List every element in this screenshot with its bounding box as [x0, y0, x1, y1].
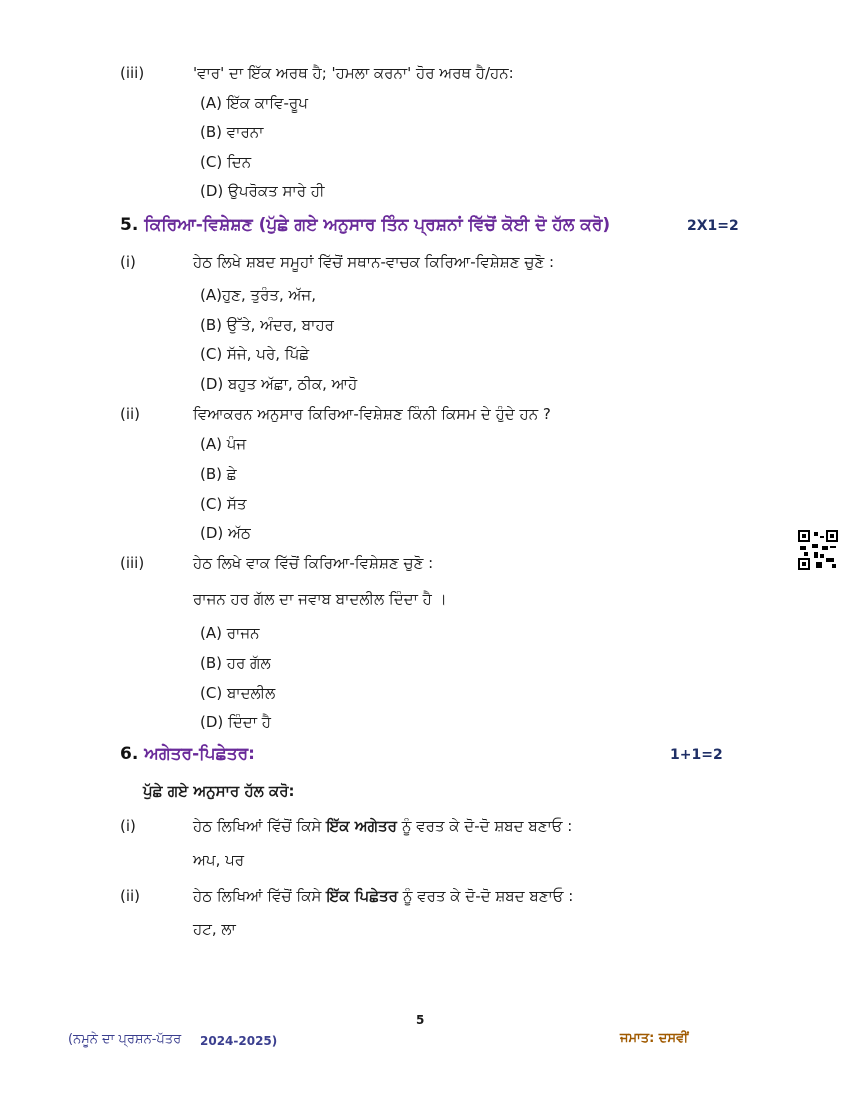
option: (A) ਰਾਜਨ [200, 624, 260, 642]
question-number: (i) [120, 817, 136, 835]
question-text: 'ਵਾਰ' ਦਾ ਇੱਕ ਅਰਥ ਹੈ; 'ਹਮਲਾ ਕਰਨਾ' ਹੋਰ ਅਰਥ ਹੈ/ਹਨ: [193, 64, 514, 82]
section-title: ਕਿਰਿਆ-ਵਿਸ਼ੇਸ਼ਣ (ਪੁੱਛੇ ਗਏ ਅਨੁਸਾਰ ਤਿੰਨ ਪ੍ਰਸ਼ਨਾਂ ਵਿੱਚੋਂ ਕੋਈ ਦੋ ਹੱਲ ਕਰੋ) [144, 215, 611, 235]
footer-class: ਜਮਾਤ: ਦਸਵੀਂ [620, 1031, 689, 1046]
question-text-part: ਨੂੰ ਵਰਤ ਕੇ ਦੋ-ਦੋ ਸ਼ਬਦ ਬਣਾਓ : [396, 817, 573, 835]
section-6-heading [120, 746, 255, 763]
question-text: ਵਿਆਕਰਨ ਅਨੁਸਾਰ ਕਿਰਿਆ-ਵਿਸ਼ੇਸ਼ਣ ਕਿੰਨੀ ਕਿਸਮ ਦੇ ਹੁੰਦੇ ਹਨ ? [193, 405, 551, 423]
option: (C) ਸੱਜੇ, ਪਰੇ, ਪਿੱਛੇ [200, 345, 310, 363]
question-text: ਹੇਠ ਲਿਖੇ ਸ਼ਬਦ ਸਮੂਹਾਂ ਵਿੱਚੋਂ ਸਥਾਨ-ਵਾਚਕ ਕਿਰਿਆ-ਵਿਸ਼ੇਸ਼ਣ ਚੁਣੋ : [193, 253, 555, 271]
question-number: (i) [120, 253, 136, 271]
question-text [193, 889, 573, 904]
given-words: ਅਪ, ਪਰ [193, 851, 245, 869]
option: (C) ਬਾਦਲੀਲ [200, 684, 276, 702]
option: (C) ਦਿਨ [200, 153, 252, 171]
question-sentence: ਰਾਜਨ ਹਰ ਗੱਲ ਦਾ ਜਵਾਬ ਬਾਦਲੀਲ ਦਿੰਦਾ ਹੈ । [193, 590, 447, 608]
option: (B) ਹਰ ਗੱਲ [200, 654, 271, 672]
option: (A)ਹੁਣ, ਤੁਰੰਤ, ਅੱਜ, [200, 286, 316, 304]
option: (B) ਵਾਰਨਾ [200, 123, 264, 141]
option: (C) ਸੱਤ [200, 495, 247, 513]
footer-year: 2024-2025) [200, 1034, 278, 1048]
option: (D) ਬਹੁਤ ਅੱਛਾ, ਠੀਕ, ਆਹੋ [200, 375, 358, 393]
option: (D) ਅੱਠ [200, 524, 251, 542]
question-text: ਹੇਠ ਲਿਖੇ ਵਾਕ ਵਿੱਚੋਂ ਕਿਰਿਆ-ਵਿਸ਼ੇਸ਼ਣ ਚੁਣੋ : [193, 554, 434, 572]
option: (B) ਉੱਤੇ, ਅੰਦਰ, ਬਾਹਰ [200, 316, 334, 334]
question-number: (iii) [120, 64, 145, 82]
question-number: (ii) [120, 405, 141, 423]
qr-code-icon [798, 530, 838, 570]
option: (A) ਇੱਕ ਕਾਵਿ-ਰੂਪ [200, 94, 308, 112]
given-words: ਹਟ, ਲਾ [193, 920, 236, 938]
section-number: 5. [120, 215, 139, 235]
footer-left: (ਨਮੂਨੇ ਦਾ ਪ੍ਰਸ਼ਨ-ਪੱਤਰ [68, 1032, 182, 1047]
option: (A) ਪੰਜ [200, 435, 247, 453]
section-marks: 1+1=2 [670, 747, 723, 763]
question-text-part: ਹੇਠ ਲਿਖਿਆਂ ਵਿੱਚੋਂ ਕਿਸੇ [193, 817, 327, 835]
question-text-part: ਹੇਠ ਲਿਖਿਆਂ ਵਿੱਚੋਂ ਕਿਸੇ [193, 887, 327, 905]
question-number: (ii) [120, 887, 141, 905]
question-number: (iii) [120, 554, 145, 572]
section-marks: 2X1=2 [687, 218, 739, 234]
option: (D) ਦਿੰਦਾ ਹੈ [200, 713, 271, 731]
question-text-part: ਨੂੰ ਵਰਤ ਕੇ ਦੋ-ਦੋ ਸ਼ਬਦ ਬਣਾਓ : [397, 887, 574, 905]
section-number: 6. [120, 744, 139, 764]
question-text-bold: ਇੱਕ ਅਗੇਤਰ [326, 817, 397, 835]
section-title: ਅਗੇਤਰ-ਪਿਛੇਤਰ: [144, 744, 255, 764]
option: (D) ਉਪਰੋਕਤ ਸਾਰੇ ਹੀ [200, 182, 325, 200]
section-instruction: ਪੁੱਛੇ ਗਏ ਅਨੁਸਾਰ ਹੱਲ ਕਰੋ: [143, 782, 295, 800]
option: (B) ਛੇ [200, 465, 237, 483]
question-text [193, 819, 572, 834]
page-number: 5 [416, 1013, 425, 1027]
question-text-bold: ਇੱਕ ਪਿਛੇਤਰ [326, 887, 398, 905]
section-5-heading [120, 217, 610, 234]
